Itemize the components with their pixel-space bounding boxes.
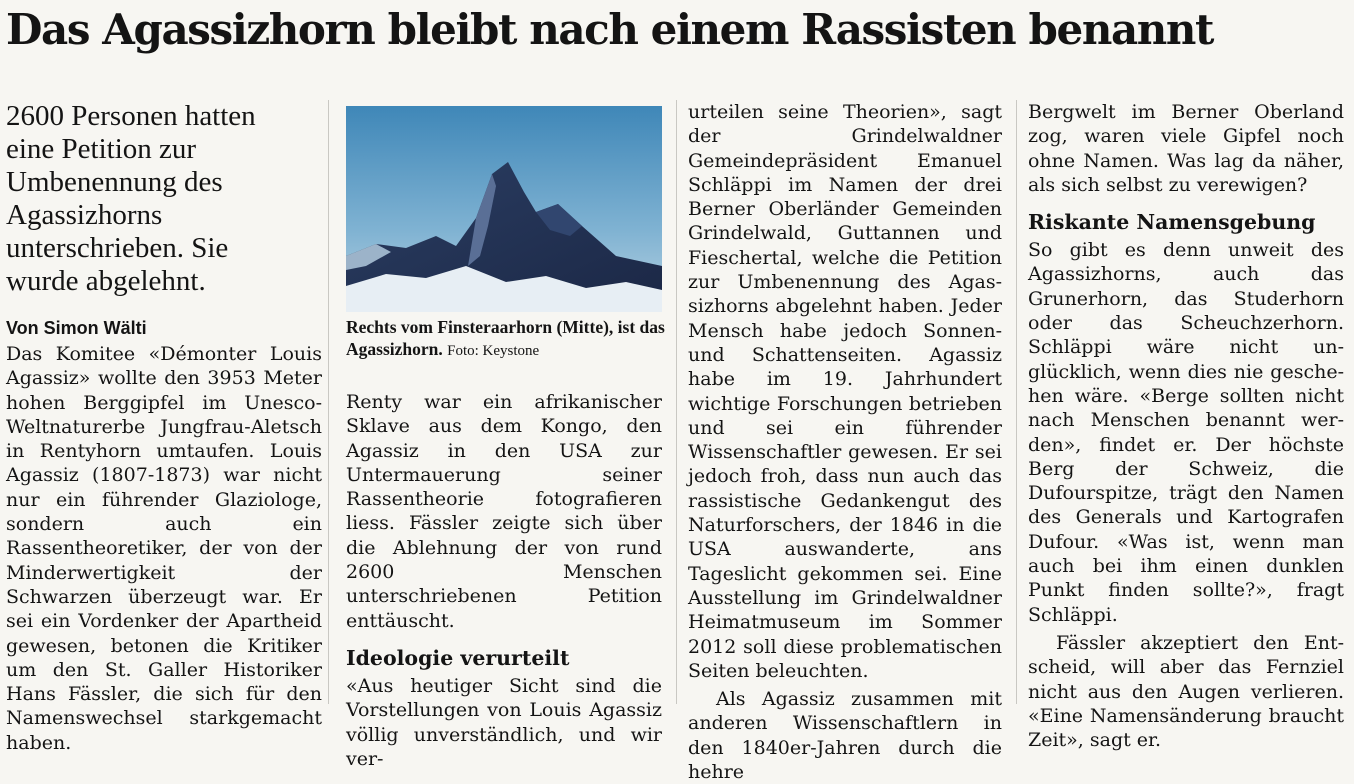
body-paragraph: Als Agassiz zusammen mit anderen Wissenschaftlern in den 1840er-Jahren durch die hehre <box>688 688 1002 784</box>
body-paragraph: «Aus heutiger Sicht sind die Vorstellungen von Louis Agassiz völlig unverständlich, und wir ver- <box>346 674 662 770</box>
column-divider <box>676 100 677 704</box>
body-paragraph: urteilen seine Theorien», sagt der Grindelwaldner Gemeindepräsident Emanuel Schläppi im Namen der drei Berner Oberländer Gemeinden Grindelwald, Guttannen und Fieschertal, welche die Petition zur Umbenennung des Agassizhorns abgelehnt haben. Jeder Mensch habe jedoch Sonnen- und Schattenseiten. Agassiz habe im 19. Jahrhundert wichtige Forschungen betrieben und sei ein führender Wissenschaftler gewesen. Er sei jedoch froh, dass nun auch das rassistische Gedankengut des Naturforschers, der 1846 in die USA auswanderte, ans Tageslicht gekommen sei. Eine Ausstellung im Grindelwaldner Heimatmuseum im Sommer 2012 soll diese problematischen Seiten beleuchten. <box>688 101 1002 682</box>
photo-credit: Foto: Keystone <box>447 343 540 359</box>
mountain-photo <box>346 106 662 312</box>
photo-caption <box>346 316 666 362</box>
lead-paragraph: 2600 Personen hatten eine Petition zur Umbenennung des Agassizhorns unterschrieben. Sie wurde abgelehnt. <box>6 100 256 297</box>
body-paragraph: Das Komitee «Démonter Louis Agassiz» wollte den 3953 Meter hohen Berggipfel im Unesco-Weltnaturerbe Jungfrau-Aletsch in Rentyhorn umtaufen. Louis Agassiz (1807-1873) war nicht nur ein führender Glaziologe, sondern auch ein Rassentheoretiker, der von der Minderwertigkeit der Schwarzen überzeugt war. Er sei ein Vordenker der Apartheid gewesen, betonen die Kritiker um den St. Galler Historiker Hans Fässler, die sich für den Namenswechsel starkgemacht haben. <box>6 343 322 754</box>
subheading-riskante: Riskante Namensgebung <box>1028 210 1316 235</box>
body-paragraph: Fässler akzeptiert den Entscheid, will aber das Fernziel nicht aus den Augen verlieren. «Eine Namensänderung braucht Zeit», sagt er. <box>1028 631 1344 752</box>
author-byline: Von Simon Wälti <box>6 318 147 338</box>
body-paragraph: So gibt es denn unweit des Agassizhorns, auch das Grunerhorn, das Studerhorn oder das Scheuchzerhorn. Schläppi wäre nicht unglücklich, wenn dies nie geschehen wäre. «Berge sollten nicht nach Menschen benannt werden», findet er. Der höchste Berg der Schweiz, die Dufourspitze, trägt den Namen des Generals und Kartografen Dufour. «Was ist, wenn man auch bei ihm einen dunklen Punkt finden sollte?», fragt Schläppi. <box>1028 239 1344 626</box>
column-divider <box>1016 100 1017 704</box>
article-column-2 <box>346 390 662 771</box>
headline: Das Agassizhorn bleibt nach einem Rassisten benannt <box>6 5 1214 54</box>
article-column-3 <box>688 100 1002 784</box>
caption-text: Rechts vom Finsteraarhorn (Mitte), ist das Agassizhorn. <box>346 317 665 359</box>
body-paragraph: Renty war ein afrikanischer Sklave aus dem Kongo, den Agassiz in den USA zur Untermauerung seiner Rassentheorie fotografieren liess. Fässler zeigte sich über die Ablehnung der von rund 2600 Menschen unterschriebenen Petition enttäuscht. <box>346 391 662 632</box>
column-divider <box>328 100 329 704</box>
subheading-ideologie: Ideologie verurteilt <box>346 645 570 670</box>
article-column-1 <box>6 342 322 755</box>
article-column-4 <box>1028 100 1344 752</box>
body-paragraph: Bergwelt im Berner Oberland zog, waren viele Gipfel noch ohne Namen. Was lag da näher, als sich selbst zu verewigen? <box>1028 101 1344 196</box>
mountain-image <box>346 106 662 312</box>
